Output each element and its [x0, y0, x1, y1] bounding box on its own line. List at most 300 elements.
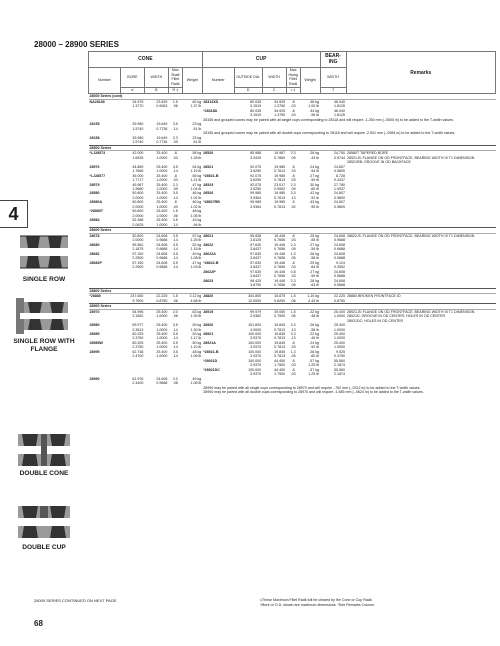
cone-width-metric: 24.608 — [156, 376, 168, 381]
sym-cone-width: B — [144, 87, 168, 94]
cup-od — [234, 309, 262, 323]
cone-bore — [120, 151, 144, 165]
cone-weight — [182, 136, 202, 145]
cone-weight — [182, 294, 202, 304]
cone-fillet-imperial: .14 — [172, 247, 178, 252]
cup-number: *28622-B — [203, 260, 219, 265]
cone-bore — [120, 350, 144, 359]
cone-fillet-imperial: .06 — [172, 104, 178, 109]
cup-od-metric: 98.425 — [250, 278, 262, 283]
cone-fillet — [168, 341, 182, 350]
cone-weight-metric: .48 kg — [191, 349, 202, 354]
cup-od-metric: 80.035 — [250, 99, 262, 104]
bearing-width — [320, 270, 346, 279]
cone-bore-metric: 60.325 — [132, 340, 144, 345]
cone-width-metric: 25.400 — [156, 209, 168, 214]
cone-bore-imperial: 1.9680 — [132, 186, 144, 191]
bearing-width-metric: 24.608 — [334, 233, 346, 238]
cone-width — [144, 109, 168, 118]
remarks-text: 28622-B: FLANGE ON OD FRONTFACE, BEARING WIDTH IS T1 DIMENSION — [347, 233, 475, 238]
cup-fillet-metric: 1.5 — [290, 309, 296, 314]
cone-bore-metric: 59.977 — [132, 323, 144, 328]
cone-bore — [120, 122, 144, 131]
cup-weight-header: Weight — [300, 67, 320, 94]
cup-weight-imperial: .58 lb — [310, 256, 320, 261]
remarks-header: Remarks — [346, 52, 495, 94]
cone-width-metric: 25.400 — [156, 349, 168, 354]
remarks-cell — [346, 332, 495, 341]
cup-weight — [300, 209, 320, 218]
bearing-width-header: WIDTH — [320, 67, 346, 87]
bearing-width-metric: 24.608 — [334, 278, 346, 283]
remarks-text: 28580T TAPERED BORE 28521-B: FLANGE ON OD FRONTFACE, BEARING WIDTH IS T1 DIMENSION 28521RB: GROOVE IN OD BACKFACE — [347, 151, 475, 165]
cup-fillet-imperial: .06 — [290, 298, 296, 303]
cup-weight-imperial: .59 lb — [310, 178, 320, 183]
bearing-width-metric: 22.225 — [334, 294, 346, 299]
series-section-label: 28500 Series — [89, 145, 496, 150]
cup-weight-metric: .24 kg — [309, 164, 320, 169]
cup-width — [262, 279, 286, 288]
cup-number: *28921-B — [203, 349, 219, 354]
cone-number: 28682 — [89, 251, 100, 256]
sym-cone-fillet: R ‡ — [168, 87, 182, 94]
cone-bore — [120, 323, 144, 332]
cup-width — [262, 243, 286, 252]
cone-width-metric: 24.608 — [156, 251, 168, 256]
table-row — [89, 109, 496, 118]
bearing-width-imperial: 0.9688 — [334, 238, 346, 243]
table-body — [89, 94, 496, 395]
bearing-width-imperial: 0.9800 — [334, 169, 346, 174]
cup-od — [234, 368, 262, 377]
cup-width — [262, 209, 286, 218]
cone-width — [144, 209, 168, 218]
single-row-flange-bearing-image — [12, 296, 76, 336]
cup-width-metric: 19.446 — [274, 278, 286, 283]
pairing-note: 28990 may be paired with all double cups corresponding to 28970 and will require -1.585 mm (-.0624 in) to be added to the T-width values. — [203, 390, 424, 395]
remarks-cell — [346, 323, 495, 332]
double-cone-bearing-image — [12, 430, 76, 470]
cone-number: 28155 — [89, 122, 100, 127]
bearing-width — [320, 252, 346, 261]
cup-weight-metric: .24 kg — [309, 340, 320, 345]
cup-fillet-imperial: .03 — [290, 274, 296, 279]
cone-fillet-imperial: .14 — [172, 327, 178, 332]
cone-bore-imperial: 2.3750 — [132, 345, 144, 350]
cup-weight-imperial: .92 lb — [310, 195, 320, 200]
cone-weight — [182, 200, 202, 209]
cup-fillet-imperial: .02 — [290, 204, 296, 209]
cup-fillet-imperial: .09 — [290, 283, 296, 288]
cup-fillet-imperial: .06 — [290, 314, 296, 319]
footnotes — [260, 598, 496, 607]
cone-fillet-metric: 3.5 — [172, 340, 178, 345]
cup-fillet-imperial: .03 — [290, 169, 296, 174]
remarks-cell — [346, 270, 495, 279]
double-cup-label: DOUBLE CUP — [22, 544, 66, 551]
cup-fillet-metric: .8 — [291, 340, 295, 345]
cup-fillet — [286, 332, 300, 341]
cone-width — [144, 279, 168, 288]
cone-width-imperial: 1.0000 — [156, 314, 168, 319]
cup-od — [234, 279, 262, 288]
cone-fillet — [168, 377, 182, 386]
cup-width-metric: 19.985 — [274, 164, 286, 169]
single-row-label: SINGLE ROW — [22, 276, 66, 283]
cup-width — [262, 165, 286, 174]
cone-width-metric: 25.400 — [156, 332, 168, 336]
bearing-width-imperial: 2.1874 — [334, 363, 346, 368]
cone-width-metric: 19.649 — [156, 122, 168, 127]
cone-bore — [120, 377, 144, 386]
cone-number: 28980 — [89, 323, 100, 328]
cone-fillet-metric: 3.5 — [172, 332, 178, 336]
cup-weight-metric: .29 kg — [309, 260, 320, 265]
cone-fillet-metric: 3.5 — [172, 164, 178, 169]
cup-fillet-imperial: .03 — [290, 345, 296, 350]
cup-fillet-metric: .8 — [291, 233, 295, 238]
pairing-note: 28155 and grouped cones may be paired with all single cups corresponding to 28118 and will require -1.250 mm (-.0500 in) to be added to the T-width values. — [203, 117, 454, 122]
cup-od-imperial: 3.3425 — [250, 155, 262, 160]
cone-number — [89, 109, 121, 118]
bearing-width — [320, 99, 346, 108]
cone-number: *28580T — [89, 209, 104, 214]
cup-number: 28919 — [202, 309, 234, 323]
cone-bore — [120, 332, 144, 341]
cone-fillet-imperial: .14 — [172, 256, 178, 261]
cup-od-imperial: 3.8437 — [250, 274, 262, 279]
cup-od — [234, 183, 262, 192]
cone-fillet-imperial: .08 — [172, 381, 178, 386]
cup-width — [262, 136, 286, 145]
remarks-cell — [346, 309, 495, 323]
cup-weight-metric: 1.10 kg — [307, 294, 320, 299]
remarks-cell — [346, 279, 495, 288]
cup-fillet — [286, 350, 300, 359]
cone-fillet-imperial: .06 — [172, 298, 178, 303]
cup-width — [262, 350, 286, 359]
table-row — [89, 191, 496, 200]
cup-width-metric: 34.925 — [274, 99, 286, 104]
bearing-width — [320, 151, 346, 165]
cone-weight-metric: .54 kg — [191, 164, 202, 169]
cone-width — [144, 151, 168, 165]
cup-od — [234, 174, 262, 183]
cone-fillet-metric: 1.5 — [172, 209, 178, 214]
bearing-width-metric: 24.607 — [334, 200, 346, 205]
cone-fillet-metric: 3.5 — [172, 251, 178, 256]
cone-width — [144, 359, 168, 368]
cone-weight-imperial: .51 lb — [192, 140, 202, 145]
cone-width — [144, 218, 168, 227]
cone-weight-metric: .50 kg — [191, 340, 202, 345]
cup-fillet-imperial: .03 — [290, 178, 296, 183]
cup-width-imperial: 0.7813 — [274, 354, 286, 359]
cup-weight-imperial: 1.00 lb — [308, 104, 320, 109]
table-row — [89, 294, 496, 304]
cone-width-metric: 25.400 — [156, 218, 168, 223]
cone-weight-metric: .46 kg — [191, 191, 202, 196]
cup-width — [262, 99, 286, 108]
cone-bore — [120, 233, 144, 242]
cone-bore — [120, 368, 144, 377]
cone-fillet-metric: 2.0 — [172, 376, 178, 381]
cone-bore — [120, 183, 144, 192]
bearing-width — [320, 233, 346, 242]
cone-weight-imperial: 1.08 lb — [190, 381, 202, 386]
cup-width-metric: 19.985 — [274, 200, 286, 205]
cup-width-imperial: 0.7656 — [274, 283, 286, 288]
cone-width-metric: 25.400 — [156, 182, 168, 187]
cone-width — [144, 252, 168, 261]
cone-fillet — [168, 294, 182, 304]
cone-width-imperial: 0.9688 — [156, 256, 168, 261]
cone-fillet — [168, 332, 182, 341]
cone-bore-imperial: 2.4400 — [132, 381, 144, 386]
cone-bore-imperial: 2.0000 — [132, 204, 144, 209]
cone-weight-metric: .53 kg — [191, 332, 202, 336]
cone-weight — [182, 99, 202, 108]
cup-fillet-metric: 2.3 — [290, 151, 296, 156]
cup-fillet — [286, 136, 300, 145]
cone-fillet-metric: .8 — [173, 173, 177, 178]
cup-number: 28622 — [203, 242, 214, 247]
cup-weight-metric: .28 kg — [309, 151, 320, 156]
cup-width — [262, 309, 286, 323]
cup-weight — [300, 359, 320, 368]
cup-od-metric: 100.000 — [248, 349, 262, 354]
table-row — [89, 323, 496, 332]
cup-weight-metric: .22 kg — [309, 309, 320, 314]
cup-width-metric: 19.845 — [274, 323, 286, 328]
cone-weight-metric: .57 kg — [191, 233, 202, 238]
cone-width-imperial: 1.0000 — [156, 222, 168, 227]
cone-number — [89, 270, 121, 279]
cup-weight-imperial: .65 lb — [310, 186, 320, 191]
cone-weight-imperial: .94 lb — [192, 222, 202, 227]
cone-bore — [120, 243, 144, 252]
series-section-label: 28000 Series (cont) — [89, 94, 496, 99]
cone-fillet-metric: 3.5 — [172, 242, 178, 247]
cone-width-imperial: 1.0000 — [156, 195, 168, 200]
cone-bore-imperial: 2.0000 — [132, 238, 144, 243]
cone-bore-imperial: 1.5740 — [132, 126, 144, 131]
cone-width-imperial: 1.0000 — [156, 354, 168, 359]
note-spacer — [89, 390, 203, 394]
cone-bore-metric: 50.800 — [132, 209, 144, 214]
cup-od — [234, 136, 262, 145]
remarks-cell — [346, 165, 495, 174]
cone-weight-metric: .46 kg — [191, 200, 202, 205]
cone-width — [144, 122, 168, 131]
cup-fillet-metric: .8 — [291, 99, 295, 104]
cup-fillet — [286, 294, 300, 304]
cup-weight-imperial: .52 lb — [310, 345, 320, 350]
cup-weight-metric: .42 kg — [309, 191, 320, 196]
cone-weight-metric: .55 kg — [191, 173, 202, 178]
cup-weight — [300, 279, 320, 288]
cup-od — [234, 122, 262, 131]
single-row-flange-label: SINGLE ROW WITH FLANGE — [13, 338, 75, 354]
cone-width-imperial: 0.9688 — [156, 381, 168, 386]
remarks-cell — [346, 233, 495, 242]
cup-weight — [300, 252, 320, 261]
cup-weight-imperial: .95 lb — [310, 204, 320, 209]
remarks-cell — [346, 99, 495, 108]
table-row — [89, 151, 496, 165]
cone-fillet-imperial: .14 — [172, 238, 178, 243]
cup-number: *28527RB — [203, 200, 220, 205]
bearing-width — [320, 261, 346, 270]
cup-fillet — [286, 359, 300, 368]
bearing-width-metric: 25.400 — [334, 309, 346, 314]
cup-number: *28318D — [203, 108, 218, 113]
cup-fillet-imperial: .13 — [290, 195, 296, 200]
cone-number: 28680 — [89, 242, 100, 247]
cup-weight — [300, 341, 320, 350]
cup-od-imperial: 3.8125 — [250, 238, 262, 243]
bearing-width-imperial: 1.0000 — [334, 336, 346, 341]
cup-number: 28521 — [203, 164, 214, 169]
cone-fillet — [168, 174, 182, 183]
cup-weight-metric: .44 kg — [309, 108, 320, 113]
cone-fillet-imperial: .14 — [172, 354, 178, 359]
cone-fillet — [168, 243, 182, 252]
cup-fillet-metric: 3.3 — [290, 332, 296, 336]
cup-width-metric: 34.925 — [274, 108, 286, 113]
cup-width-metric: 19.446 — [274, 260, 286, 265]
cup-width-metric: 23.017 — [274, 182, 286, 187]
bearing-width-metric: 25.400 — [334, 340, 346, 345]
cone-number: 28995 — [89, 349, 100, 354]
cone-number: 28985W — [89, 340, 103, 345]
cup-fillet — [286, 243, 300, 252]
cone-fillet — [168, 183, 182, 192]
cup-fillet-metric: 2.3 — [290, 278, 296, 283]
cone-fillet-imperial: .14 — [172, 195, 178, 200]
cone-weight-imperial: 1.15 lb — [190, 247, 202, 252]
cup-od-imperial: 3.9370 — [250, 372, 262, 377]
cone-bore-metric: 50.800 — [132, 233, 144, 238]
cone-width-metric: 25.400 — [156, 151, 168, 156]
cup-weight-imperial: .96 lb — [310, 113, 320, 118]
cup-od-imperial: 3.1510 — [250, 113, 262, 118]
cone-bore-imperial: 2.3613 — [132, 327, 144, 332]
cone-number — [89, 279, 121, 288]
cup-weight-imperial: .64 lb — [310, 265, 320, 270]
bearing-width-metric: 25.400 — [334, 323, 346, 328]
cup-width — [262, 332, 286, 341]
cone-width-imperial: 0.7736 — [156, 140, 168, 145]
cup-od — [234, 332, 262, 341]
cup-od-metric: 97.630 — [250, 269, 262, 274]
cone-weight-imperial: 1.17 lb — [190, 336, 202, 341]
cup-fillet — [286, 200, 300, 209]
cup-width-imperial: 0.7813 — [274, 178, 286, 183]
cone-width — [144, 183, 168, 192]
cup-width-header: WIDTH — [262, 67, 286, 87]
bearing-width — [320, 309, 346, 323]
cup-number: 28523 — [203, 182, 214, 187]
cone-width-imperial: 0.9688 — [156, 247, 168, 252]
cup-width-metric: 19.446 — [274, 251, 286, 256]
cone-number-header: Number — [89, 67, 121, 94]
cup-fillet-imperial: .09 — [290, 186, 296, 191]
cup-od-imperial: 3.8437 — [250, 247, 262, 252]
cup-width-imperial: 0.7500 — [274, 314, 286, 319]
cup-weight — [300, 136, 320, 145]
cup-width — [262, 252, 286, 261]
cup-weight-imperial: .48 lb — [310, 314, 320, 319]
cone-weight — [182, 109, 202, 118]
bearing-width — [320, 377, 346, 386]
bearing-width-imperial: 0.9688 — [334, 256, 346, 261]
cup-fillet — [286, 252, 300, 261]
bearing-width-imperial: 1.8126 — [334, 113, 346, 118]
cone-width — [144, 233, 168, 242]
cup-od — [234, 165, 262, 174]
cone-bore — [120, 136, 144, 145]
cup-od — [234, 191, 262, 200]
cone-bore — [120, 294, 144, 304]
cup-weight-metric: .27 kg — [309, 269, 320, 274]
cup-weight-imperial: .60 lb — [310, 354, 320, 359]
cone-weight — [182, 341, 202, 350]
cone-weight — [182, 174, 202, 183]
bearing-width-metric: 25.400 — [334, 332, 346, 336]
cone-bore — [120, 309, 144, 323]
cup-number: 28820 — [202, 294, 234, 304]
bearing-width-imperial: 1.0000 — [334, 345, 346, 350]
cone-weight-imperial: 1.05 lb — [190, 213, 202, 218]
cone-bore — [120, 165, 144, 174]
cone-width-imperial: 1.0000 — [156, 186, 168, 191]
bearing-width — [320, 218, 346, 227]
cup-fillet-metric: 1.5 — [290, 294, 296, 299]
cup-width-metric: 19.845 — [274, 349, 286, 354]
bearing-width — [320, 109, 346, 118]
cup-number: 28920 — [203, 323, 214, 328]
cup-fillet — [286, 109, 300, 118]
cup-weight-metric: .57 kg — [309, 367, 320, 372]
cone-bore — [120, 261, 144, 270]
cone-fillet — [168, 136, 182, 145]
cone-bore — [120, 99, 144, 108]
cup-weight — [300, 243, 320, 252]
cup-width-imperial: 0.7869 — [274, 155, 286, 160]
cone-fillet-imperial: .09 — [172, 186, 178, 191]
cone-fillet — [168, 270, 182, 279]
cup-fillet-metric: .8 — [291, 108, 295, 113]
cup-weight-imperial: .49 lb — [310, 336, 320, 341]
cone-weight-imperial: 1.37 lb — [190, 104, 202, 109]
cup-weight-metric: .30 kg — [309, 182, 320, 187]
table-row — [89, 332, 496, 341]
cup-fillet — [286, 270, 300, 279]
series-title: 28000 – 28900 SERIES — [34, 40, 119, 49]
cup-fillet — [286, 183, 300, 192]
bearing-spec-table — [88, 51, 496, 395]
bearing-width-imperial: 1.8126 — [334, 104, 346, 109]
bore-header: BORE — [120, 67, 144, 87]
cone-fillet-metric: 3.5 — [172, 218, 178, 223]
cup-weight-metric: .43 kg — [309, 200, 320, 205]
cone-bore — [120, 191, 144, 200]
table-row — [89, 209, 496, 218]
remarks-cell — [346, 183, 495, 192]
cone-fillet-header: Max Shaft Fillet Radii — [168, 67, 182, 87]
sym-bore: d — [120, 87, 144, 94]
